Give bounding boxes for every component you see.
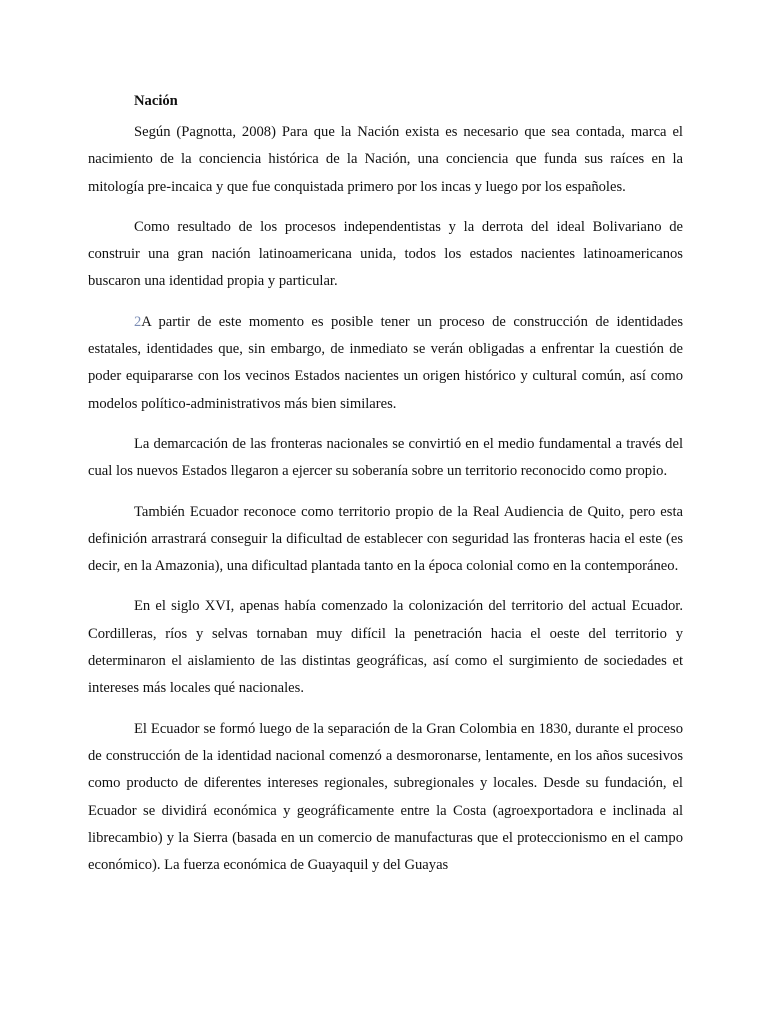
paragraph-7 xyxy=(88,716,683,880)
paragraph-6-text: En el siglo XVI, apenas había comenzado la colonización del territorio del actual Ecuador. Cordilleras, ríos y selvas tornaban muy difícil la penetración hacia el oeste del territorio y determinaron el aislamiento de las distintas geográficas, así como el surgimiento de sociedades et intereses más locales qué nacionales. xyxy=(88,598,683,697)
paragraph-5-text: También Ecuador reconoce como territorio propio de la Real Audiencia de Quito, pero esta definición arrastrará conseguir la dificultad de establecer con seguridad las fronteras hacia el este (es decir, en la Amazonia), una dificultad plantada tanto en la época colonial como en la contemporáneo. xyxy=(88,503,683,575)
paragraph-3 xyxy=(88,309,683,418)
paragraph-6 xyxy=(88,593,683,702)
paragraph-7-text: El Ecuador se formó luego de la separación de la Gran Colombia en 1830, durante el proceso de construcción de la identidad nacional comenzó a desmoronarse, lentamente, en los años sucesivos como producto de diferentes intereses regionales, subregionales y locales. Desde su fundación, el Ecuador se dividirá económica y geográficamente entre la Costa (agroexportadora e inclinada al librecambio) y la Sierra (basada en un comercio de manufacturas que el proteccionismo en el campo económico). La fuerza económica de Guayaquil y del Guayas xyxy=(88,720,683,874)
paragraph-5 xyxy=(88,499,683,581)
document-page xyxy=(88,88,683,892)
paragraph-4 xyxy=(88,431,683,486)
paragraph-2-text: Como resultado de los procesos independentistas y la derrota del ideal Bolivariano de construir una gran nación latinoamericana unida, todos los estados nacientes latinoamericanos buscaron una identidad propia y particular. xyxy=(88,218,683,290)
paragraph-4-text: La demarcación de las fronteras nacionales se convirtió en el medio fundamental a través del cual los nuevos Estados llegaron a ejercer su soberanía sobre un territorio reconocido como propio. xyxy=(88,435,683,480)
section-heading: Nación xyxy=(134,93,178,109)
paragraph-1 xyxy=(88,119,683,201)
paragraph-1-text: Según (Pagnotta, 2008) Para que la Nación exista es necesario que sea contada, marca el nacimiento de la conciencia histórica de la Nación, una conciencia que funda sus raíces en la mitología pre-incaica y que fue conquistada primero por los incas y luego por los españoles. xyxy=(88,124,683,195)
paragraph-marker: 2 xyxy=(134,313,142,330)
paragraph-3-text: A partir de este momento es posible tener un proceso de construcción de identidades estatales, identidades que, sin embargo, de inmediato se verán obligadas a enfrentar la cuestión de poder equipararse con los vecinos Estados nacientes un origen histórico y cultural común, así como modelos político-administrativos más bien similares. xyxy=(88,313,683,412)
paragraph-2 xyxy=(88,214,683,296)
